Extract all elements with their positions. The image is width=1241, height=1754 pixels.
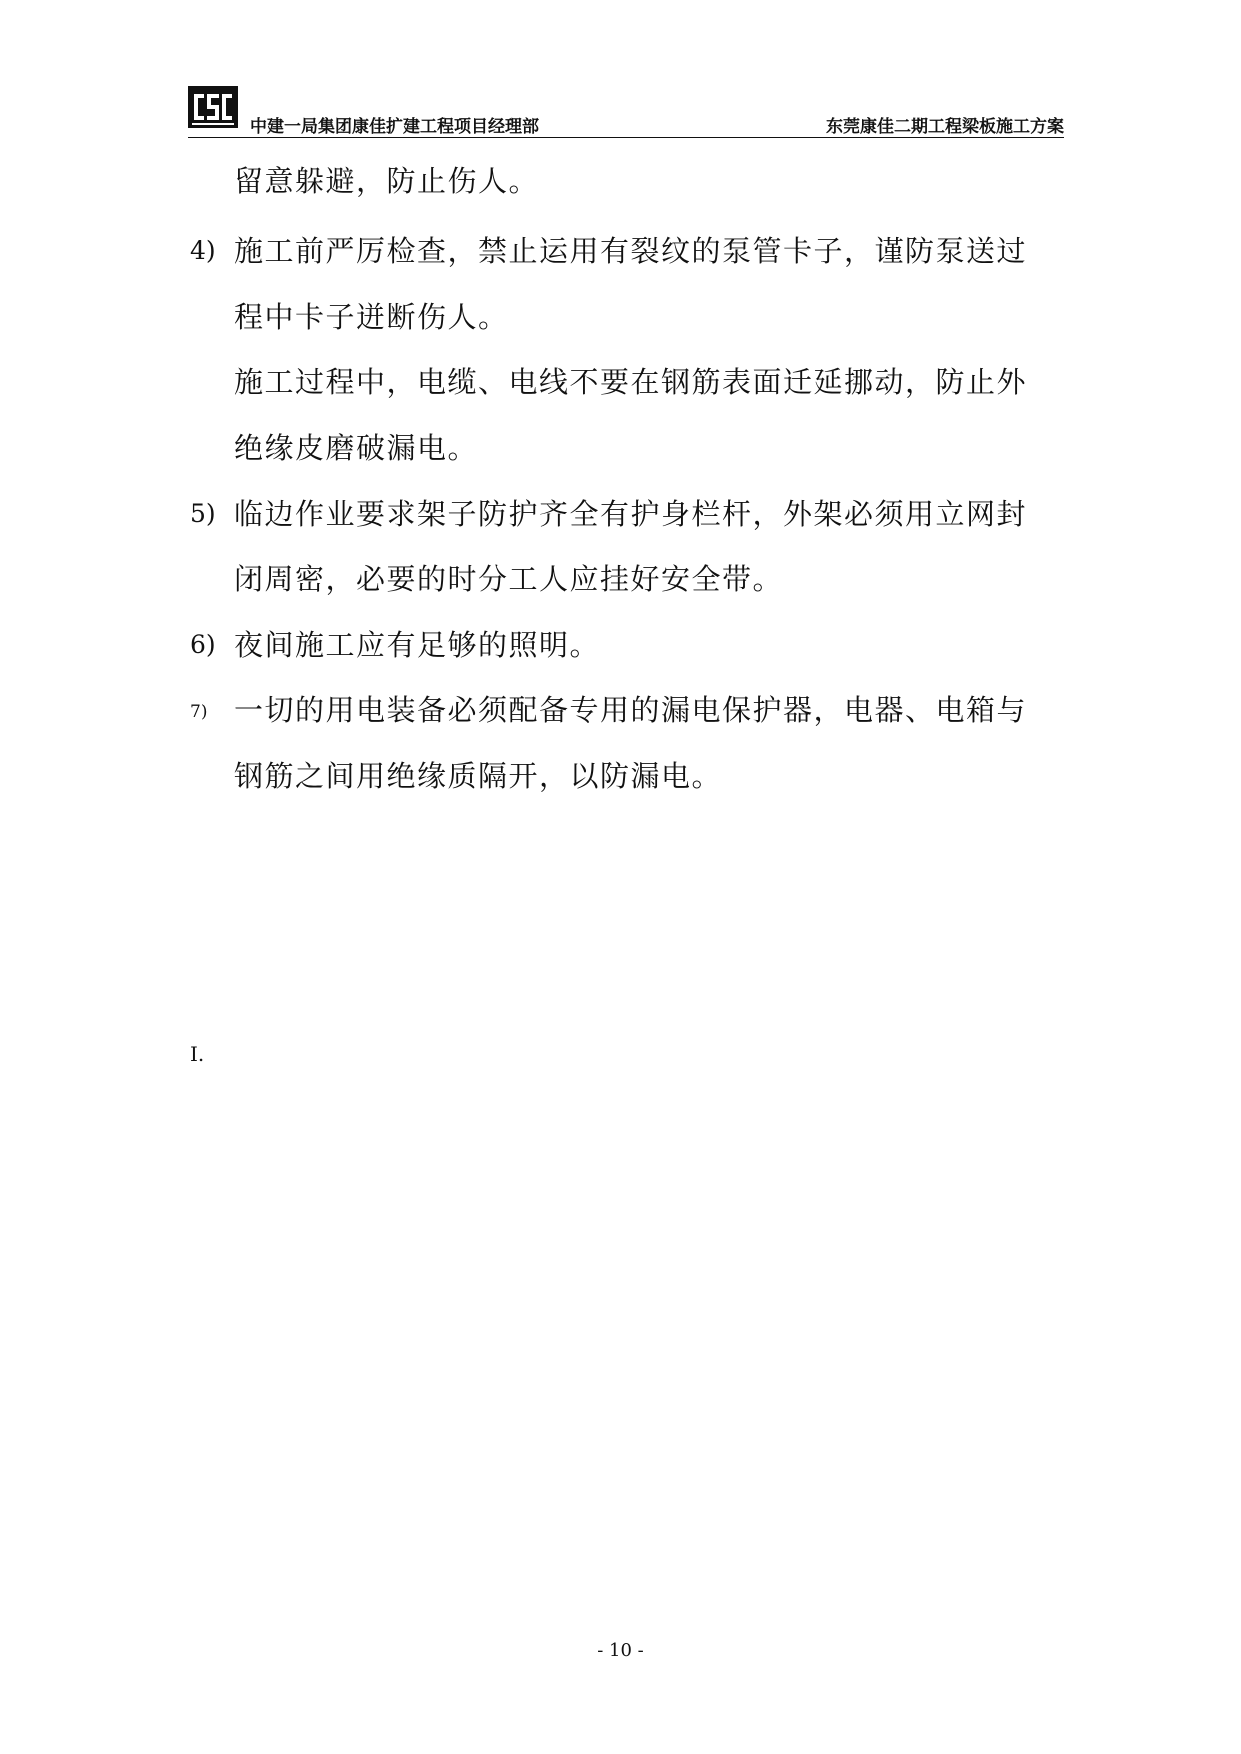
header-left-title: 中建一局集团康佳扩建工程项目经理部 — [250, 117, 539, 137]
text-line: 留意躲避，防止伤人。 — [234, 164, 540, 198]
page-number: - 10 - — [597, 1640, 644, 1661]
item-number: 5) — [190, 499, 216, 528]
text-line: 闭周密，必要的时分工人应挂好安全带。 — [234, 562, 784, 596]
text-line: 绝缘皮磨破漏电。 — [234, 431, 479, 465]
section-marker: I. — [190, 1042, 205, 1066]
text-line: 一切的用电装备必须配备专用的漏电保护器，电器、电箱与 — [234, 693, 1028, 727]
text-line: 钢筋之间用绝缘质隔开，以防漏电。 — [234, 759, 723, 793]
text-line: 施工前严厉检查，禁止运用有裂纹的泵管卡子，谨防泵送过 — [234, 234, 1028, 268]
item-number: 4) — [190, 236, 216, 265]
header-right-title: 东莞康佳二期工程梁板施工方案 — [826, 117, 1064, 137]
text-line: 夜间施工应有足够的照明。 — [234, 628, 601, 662]
page-header — [188, 84, 1064, 138]
text-line: 临边作业要求架子防护齐全有护身栏杆，外架必须用立网封 — [234, 497, 1028, 531]
item-number: 6) — [190, 630, 216, 659]
header-divider — [188, 137, 1064, 138]
cscec-logo — [188, 86, 238, 128]
text-line: 施工过程中，电缆、电线不要在钢筋表面迁延挪动，防止外 — [234, 365, 1028, 399]
item-number: 7) — [190, 702, 208, 722]
text-line: 程中卡子迸断伤人。 — [234, 300, 509, 334]
